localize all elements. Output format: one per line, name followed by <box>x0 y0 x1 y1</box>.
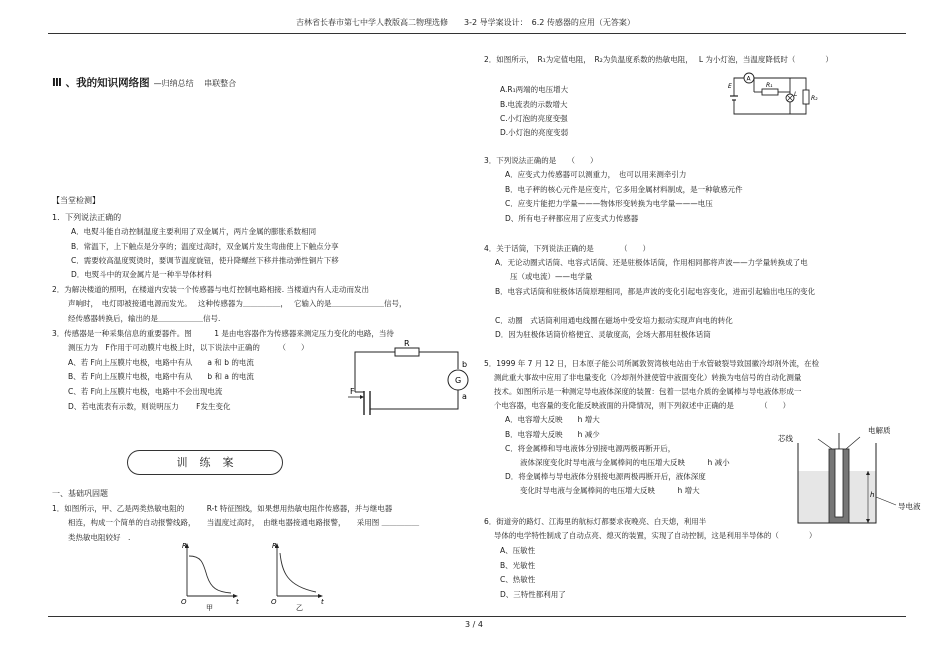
r1-symbol <box>762 89 778 95</box>
q2-line: 经传感器转换后，输出的是＿＿＿＿＿＿信号. <box>68 314 221 323</box>
r-q4-option: D．因为驻极体话筒价格便宜、灵敏度高，会场大都用驻极体话筒 <box>495 330 711 339</box>
q1b-line: 类热敏电阻较好 . <box>68 533 131 542</box>
r-q4-option: B．电容式话筒和驻极体话筒原理相同，都是声波的变化引起电容变化，进而引起输出电压的变化 <box>495 287 816 296</box>
origin: O <box>271 598 277 606</box>
label-liquid: 导电液 <box>898 502 921 511</box>
section-title: Ⅲ 、我的知识网络图 <box>52 77 150 89</box>
r-q5-option: A．电容增大反映 h 增大 <box>505 415 600 424</box>
q3-option: C、若 F向上压膜片电极，电路中不会出现电流 <box>68 387 223 396</box>
label-e: E <box>728 83 732 90</box>
r-q6-option: B、光敏性 <box>500 561 536 570</box>
r-q2-option: C.小灯泡的亮度变强 <box>500 114 568 123</box>
q3-option: B、若 F向上压膜片电极，电路中有从 b 和 a 的电流 <box>68 372 254 381</box>
r-q3-option: D、所有电子秤都应用了应变式力传感器 <box>505 214 639 223</box>
r-q4-option: A．无论动圈式话筒、电容式话筒、还是驻极体话筒，作用相同都将声波——力学量转换成了电 <box>495 258 808 267</box>
axis-t: t <box>321 598 324 606</box>
q1b-line: 1．如图所示，甲、乙是两类热敏电阻的 R-t 特征图线，如果想用热敏电阻作传感器，并与继电器 <box>52 504 393 513</box>
r-q6-line: 导体的电学特性制成了自动点亮、熄灭的装置，实现了自动控制，这是利用半导体的（ ） <box>484 531 817 540</box>
q1b-line: 相连，构成一个简单的自动报警线路， 当温度过高时， 由继电器接通电路报警， 采用图 ＿＿＿＿＿ <box>68 518 420 527</box>
axis-r: R <box>182 542 187 550</box>
thermistor-circuit-diagram <box>728 70 824 120</box>
q1-option: D．电熨斗中的双金属片是一种半导体材料 <box>71 270 212 279</box>
page-number: 3 / 4 <box>465 620 483 629</box>
r-q4-option: C．动圈 式话筒利用通电线圈在磁场中受安培力振动实现声向电的转化 <box>495 316 733 325</box>
q1-option: C．需要较高温度熨烫时，要调节温度旋钮，使升降螺丝下移并推动弹性铜片下移 <box>71 256 339 265</box>
q1-stem: 1．下列说法正确的 <box>52 213 122 222</box>
r-q6-option: A、压敏性 <box>500 546 536 555</box>
page-header: 吉林省长春市第七中学人教版高二物理选修 3-2 导学案设计： 6.2 传感器的应用（无答案） <box>296 18 635 27</box>
section-subtitle: —归纳总结 串联整合 <box>153 79 237 88</box>
r-q5-option: D．将金属棒与导电液体分别接电源两极再断开后，液体深度 <box>505 472 706 481</box>
core-rod <box>835 449 843 517</box>
r-q5-line: 5．1999 年 7 月 12 日，日本原子能公司所属敦贺湾核电站由于水管破裂导致国徽冷却剂外流，在检 <box>484 359 820 368</box>
r-q2-stem: 2．如图所示， R₁为定值电阻， R₂为负温度系数的热敏电阻， L 为小灯泡，当温度降低时（ ） <box>484 55 833 64</box>
r-q2-option: B.电流表的示数增大 <box>500 100 568 109</box>
q2-line: 2．为解决楼道的照明，在楼道内安装一个传感器与电灯控制电路相接. 当楼道内有人走动而发出 <box>52 285 370 294</box>
label-a: a <box>462 392 467 401</box>
r-q3-option: B．电子秤的核心元件是应变片，它多用金属材料制成，是一种敏感元件 <box>505 185 743 194</box>
classroom-test-heading: 【当堂检测】 <box>52 196 100 205</box>
r-q2-option: D.小灯泡的亮度变弱 <box>500 128 569 137</box>
r-q4-stem: 4．关于话筒，下列说法正确的是 （ ） <box>484 244 651 253</box>
resistor-symbol <box>395 348 419 356</box>
axis-r: R <box>272 542 277 550</box>
curve-yi <box>280 553 316 592</box>
liquid-depth-sensor-diagram <box>776 423 926 531</box>
label-a: A <box>746 75 751 83</box>
footer-rule <box>48 616 906 617</box>
r-q5-option: B．电容增大反映 h 减少 <box>505 430 600 439</box>
q3-option: A、若 F向上压膜片电极，电路中有从 a 和 b 的电流 <box>68 358 254 367</box>
q1-option: B．常温下，上下触点是分享的；温度过高时，双金属片发生弯曲使上下触点分享 <box>71 242 339 251</box>
q3-line: 3．传感器是一种采集信息的重要器件。图 1 是由电容器作为传感器来测定压力变化的电路，当待 <box>52 329 394 338</box>
label-core: 芯线 <box>778 434 793 443</box>
r-q5-line: 技术。如图所示是一种测定导电液体深度的装置：包着一层电介质的金属棒与导电液体形成一 <box>484 387 802 396</box>
label-r: R <box>404 339 410 348</box>
curve-jia <box>189 556 231 593</box>
r-q3-option: A．应变式力传感器可以测重力， 也可以用来测牵引力 <box>505 170 687 179</box>
header-rule <box>48 33 906 34</box>
section-knowledge-network <box>52 77 236 90</box>
rt-graphs <box>175 540 325 612</box>
r-q5-option: C．将金属棒和导电液体分别接电源两极再断开后， <box>505 444 676 453</box>
basic-section-heading: 一、基础巩固题 <box>52 489 108 498</box>
training-banner: 训练案 <box>127 450 283 475</box>
r-q3-stem: 3．下列说法正确的是 （ ） <box>484 156 598 165</box>
label-h: h <box>870 491 875 499</box>
label-l: L <box>794 91 798 98</box>
capacitor-circuit-diagram <box>340 339 470 417</box>
label-g: G <box>455 376 462 385</box>
r-q5-option: 变化时导电液与金属棒间的电压增大反映 h 增大 <box>505 486 700 495</box>
axis-t: t <box>236 598 239 606</box>
q1-option: A．电熨斗能自动控制温度主要利用了双金属片，两片金属的膨胀系数相同 <box>71 227 317 236</box>
r2-symbol <box>803 90 809 104</box>
label-r1: R₁ <box>766 82 773 89</box>
q3-line: 测压力为 F作用于可动膜片电极上时，以下说法中正确的 （ ） <box>68 343 309 352</box>
q3-option: D、若电流表有示数，则说明压力 F发生变化 <box>68 402 231 411</box>
r-q3-option: C．应变片能把力学量———物体形变转换为电学量———电压 <box>505 199 713 208</box>
label-jia: 甲 <box>206 604 213 612</box>
r-q5-line: 测此重大事故中应用了非电量变化（冷却剂外泄使管中液面变化）转换为电信号的自动化测量 <box>484 373 802 382</box>
label-yi: 乙 <box>296 604 303 612</box>
label-b: b <box>462 360 468 369</box>
q2-line: 声响时， 电灯即被接通电源而发光。 这种传感器为＿＿＿＿＿， 它输入的是＿＿＿＿＿＿＿信号， <box>68 299 407 308</box>
r-q2-option: A.R₁两端的电压增大 <box>500 85 569 94</box>
r-q5-option: 液体深度变化时导电液与金属棒间的电压增大反映 h 减小 <box>505 458 730 467</box>
r-q6-line: 6．街道旁的路灯、江海里的航标灯都要求夜晚亮、白天熄，利用半 <box>484 517 707 526</box>
r-q5-line: 个电容器，电容量的变化能反映液面的升降情况，则下列叙述中正确的是 （ ） <box>484 401 791 410</box>
label-f: F <box>350 387 355 396</box>
label-dielectric: 电解质 <box>868 426 891 435</box>
origin: O <box>181 598 187 606</box>
label-r2: R₂ <box>811 95 818 102</box>
r-q6-option: D、三特性都利用了 <box>500 590 566 599</box>
r-q6-option: C、热敏性 <box>500 575 536 584</box>
r-q4-option: 压（或电流）——电学量 <box>495 272 593 281</box>
